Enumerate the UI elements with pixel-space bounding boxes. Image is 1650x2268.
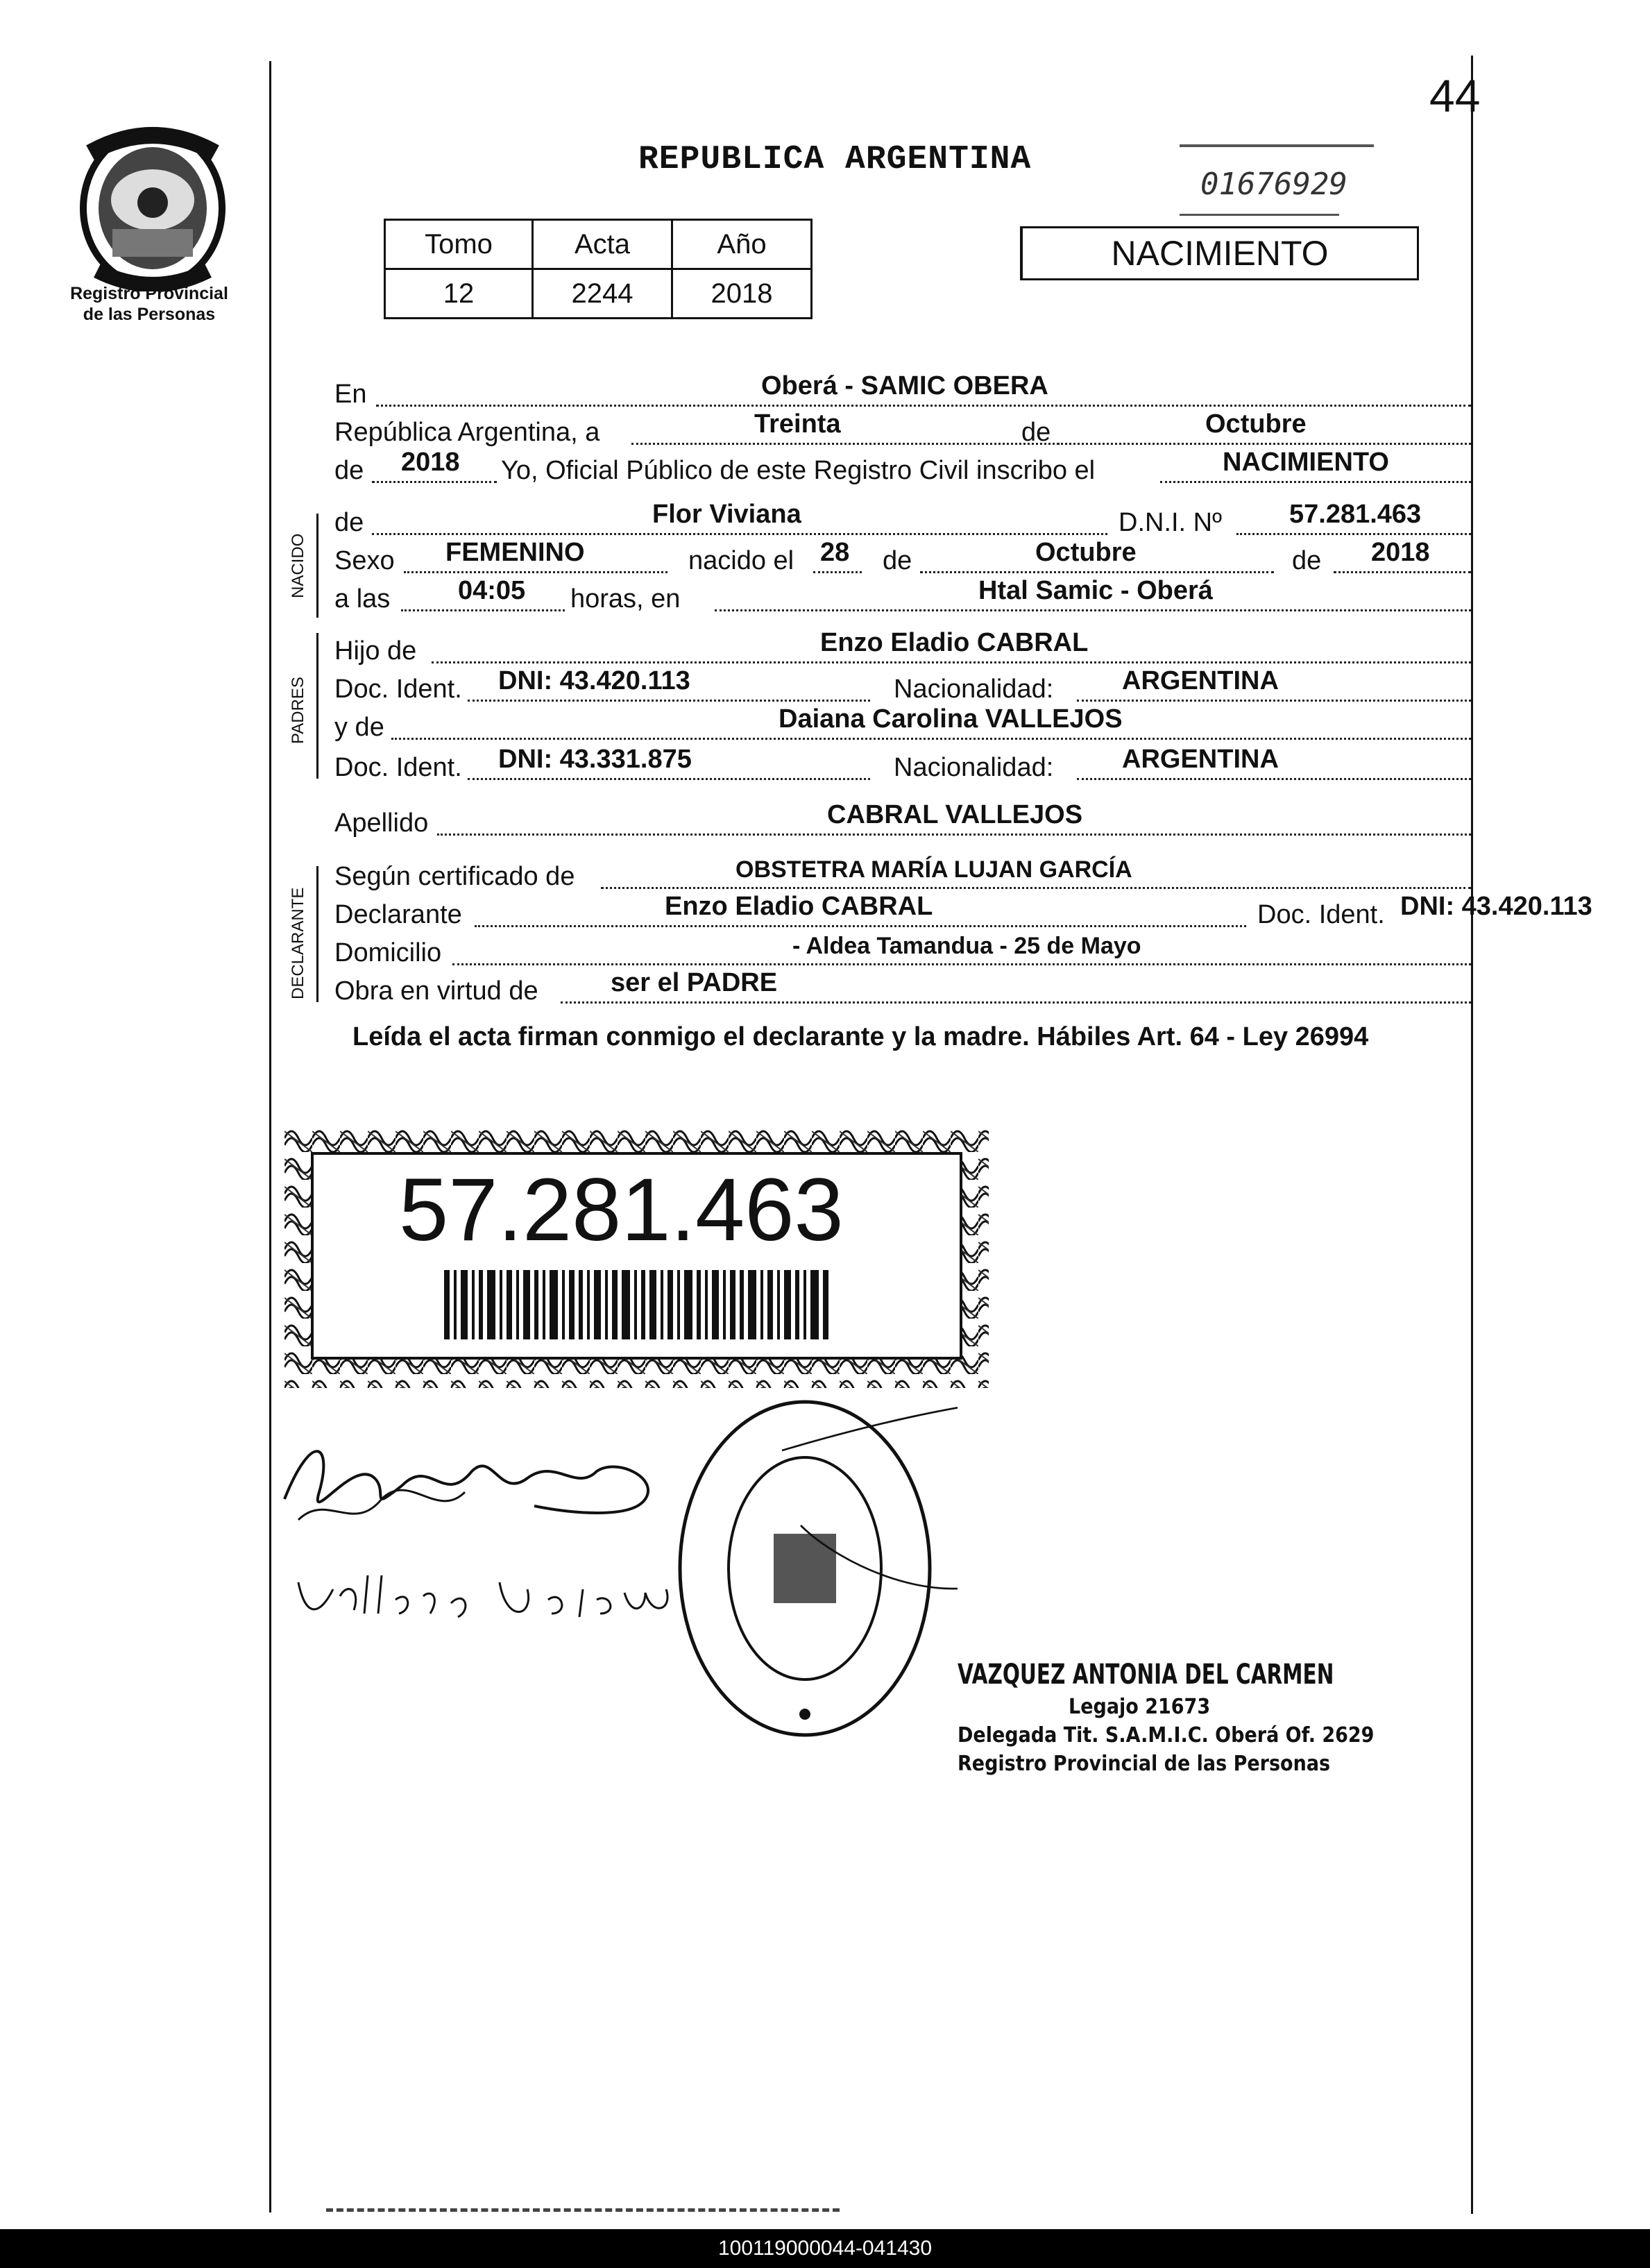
serial-overline — [1180, 144, 1374, 147]
table-value-tomo: 12 — [385, 269, 533, 319]
barcode-icon — [444, 1270, 829, 1339]
label-mother-doc: Doc. Ident. — [334, 753, 462, 782]
padres-section-line — [316, 633, 318, 779]
value-mother-doc: DNI: 43.331.875 — [498, 745, 692, 774]
value-born-month: Octubre — [1035, 538, 1137, 567]
table-value-ano: 2018 — [672, 269, 812, 319]
row-capacity — [334, 968, 1486, 1006]
row-declarant — [334, 892, 1592, 930]
label-born: nacido el — [688, 546, 794, 575]
label-father-doc: Doc. Ident. — [334, 675, 462, 704]
label-en: En — [334, 380, 367, 409]
value-address: - Aldea Tamandua - 25 de Mayo — [792, 933, 1141, 959]
official-registry: Registro Provincial de las Personas — [958, 1752, 1331, 1776]
page-number: 44 — [1429, 70, 1481, 121]
registry-name-line1: Registro Provincial — [70, 284, 228, 303]
value-mother-name: Daiana Carolina VALLEJOS — [779, 704, 1123, 734]
value-birth-place: Htal Samic - Oberá — [978, 576, 1213, 605]
section-label-padres: PADRES — [289, 677, 307, 744]
label-de: de — [1021, 418, 1051, 447]
official-name: VAZQUEZ ANTONIA DEL CARMEN — [958, 1659, 1334, 1691]
section-label-nacido: NACIDO — [289, 533, 307, 598]
row-sex — [334, 538, 1486, 576]
dni-sticker-number: 57.281.463 — [399, 1160, 844, 1260]
value-day: Treinta — [754, 409, 841, 439]
record-table — [384, 219, 813, 319]
label-year-de: de — [334, 456, 364, 485]
record-table-header-row — [385, 220, 812, 269]
registry-name-line2: de las Personas — [83, 305, 216, 324]
value-born-day: 28 — [820, 538, 850, 567]
section-label-declarante: DECLARANTE — [289, 887, 307, 999]
handwritten-signatures — [271, 1416, 687, 1652]
row-mother-doc — [334, 745, 1486, 783]
row-mother — [334, 704, 1486, 743]
value-born-year: 2018 — [1371, 538, 1430, 567]
serial-number: 01676929 — [1200, 167, 1347, 202]
row-father — [334, 628, 1486, 666]
label-address: Domicilio — [334, 938, 442, 967]
registry-name — [49, 283, 250, 325]
table-header-ano: Año — [672, 220, 812, 269]
label-born-de2: de — [1292, 546, 1322, 575]
label-born-de: de — [883, 546, 912, 575]
row-father-doc — [334, 666, 1486, 704]
row-address — [334, 933, 1486, 968]
value-father-nationality: ARGENTINA — [1122, 666, 1279, 695]
official-legajo: Legajo 21673 — [1069, 1695, 1211, 1719]
label-dni: D.N.I. Nº — [1119, 508, 1222, 537]
value-father-doc: DNI: 43.420.113 — [498, 666, 690, 695]
value-declarant-doc: DNI: 43.420.113 — [1400, 892, 1592, 921]
serial-underline — [1180, 214, 1339, 216]
row-date — [334, 409, 1486, 448]
row-place — [334, 371, 1486, 409]
footer-code: 100119000044-041430 — [0, 2229, 1650, 2268]
label-declarant-doc: Doc. Ident. — [1257, 900, 1385, 929]
label-father-nationality: Nacionalidad: — [894, 675, 1054, 704]
official-seal — [666, 1388, 958, 1749]
record-type-box: NACIMIENTO — [1020, 226, 1419, 280]
country-title: REPUBLICA ARGENTINA — [638, 141, 1032, 178]
label-sex: Sexo — [334, 546, 395, 575]
value-act: NACIMIENTO — [1223, 448, 1389, 477]
row-time — [334, 576, 1486, 614]
table-header-acta: Acta — [533, 220, 672, 269]
label-republica: República Argentina, a — [334, 418, 600, 447]
value-father-name: Enzo Eladio CABRAL — [820, 628, 1089, 657]
value-child-name: Flor Viviana — [652, 500, 801, 529]
value-certificate: OBSTETRA MARÍA LUJAN GARCÍA — [735, 856, 1132, 883]
table-value-acta: 2244 — [533, 269, 672, 319]
value-place: Oberá - SAMIC OBERA — [761, 371, 1048, 400]
label-de-name: de — [334, 508, 364, 537]
row-name — [334, 500, 1486, 538]
official-position: Delegada Tit. S.A.M.I.C. Oberá Of. 2629 — [958, 1723, 1375, 1747]
closing-text: Leída el acta firman conmigo el declarante y la madre. Hábiles Art. 64 - Ley 26994 — [352, 1022, 1369, 1051]
label-surname: Apellido — [334, 809, 429, 838]
value-month: Octubre — [1205, 409, 1307, 439]
value-time: 04:05 — [458, 576, 526, 605]
label-mother: y de — [334, 713, 384, 742]
label-hours: horas, en — [570, 584, 681, 613]
row-surname — [334, 800, 1486, 838]
value-child-dni: 57.281.463 — [1289, 500, 1422, 529]
table-header-tomo: Tomo — [385, 220, 533, 269]
label-mother-nationality: Nacionalidad: — [894, 753, 1054, 782]
label-father: Hijo de — [334, 636, 417, 666]
official-text: Yo, Oficial Público de este Registro Civil inscribo el — [501, 456, 1096, 485]
value-surname: CABRAL VALLEJOS — [827, 800, 1083, 829]
declarante-section-line — [316, 866, 318, 1002]
label-certificate: Según certificado de — [334, 862, 575, 891]
label-time: a las — [334, 584, 391, 613]
label-capacity: Obra en virtud de — [334, 976, 538, 1006]
value-declarant: Enzo Eladio CABRAL — [665, 892, 933, 921]
value-capacity: ser el PADRE — [611, 968, 778, 997]
row-year — [334, 448, 1486, 486]
official-signature-block — [958, 1659, 1416, 1776]
footer-dashed-line — [326, 2208, 840, 2212]
row-certificate — [334, 857, 1486, 892]
record-table-value-row — [385, 269, 812, 319]
label-declarant: Declarante — [334, 900, 462, 929]
left-border-line — [269, 61, 271, 2212]
province-emblem-icon — [69, 125, 236, 291]
value-mother-nationality: ARGENTINA — [1122, 745, 1279, 774]
nacido-section-line — [316, 514, 318, 618]
value-sex: FEMENINO — [445, 538, 585, 567]
value-year: 2018 — [401, 448, 460, 477]
